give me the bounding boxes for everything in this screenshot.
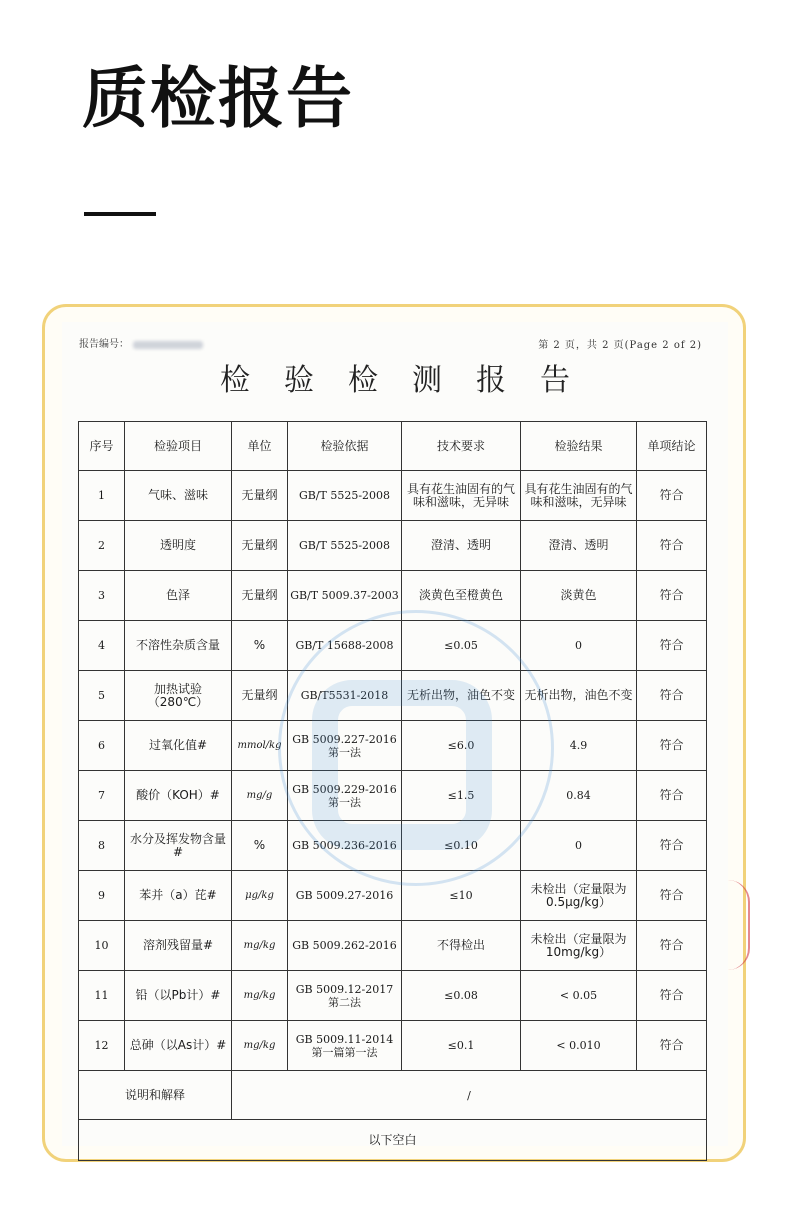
report-number [79, 335, 203, 350]
row-conclusion: 符合 [637, 621, 707, 671]
row-no: 1 [79, 471, 125, 521]
table-row [79, 921, 707, 971]
page-info: 第 2 页，共 2 页(Page 2 of 2) [538, 340, 702, 351]
row-basis: GB 5009.236-2016 [288, 821, 402, 871]
inspection-table [78, 421, 707, 1161]
row-requirement: ≤0.10 [402, 821, 521, 871]
header-conclusion: 单项结论 [637, 422, 707, 471]
header-unit: 单位 [232, 422, 288, 471]
row-result: 0 [521, 821, 637, 871]
row-item: 加热试验（280℃） [125, 671, 232, 721]
row-requirement: ≤10 [402, 871, 521, 921]
row-unit: mmol/kg [232, 721, 288, 771]
row-conclusion: 符合 [637, 721, 707, 771]
row-result: 4.9 [521, 721, 637, 771]
header-result: 检验结果 [521, 422, 637, 471]
table-row [79, 671, 707, 721]
row-no: 7 [79, 771, 125, 821]
row-result: 无析出物，油色不变 [521, 671, 637, 721]
row-unit: % [232, 621, 288, 671]
row-conclusion: 符合 [637, 871, 707, 921]
row-unit: mg/kg [232, 1021, 288, 1071]
row-basis-method: 第二法 [328, 995, 361, 1009]
table-row [79, 471, 707, 521]
row-item: 透明度 [125, 521, 232, 571]
row-conclusion: 符合 [637, 821, 707, 871]
table-row [79, 871, 707, 921]
row-no: 5 [79, 671, 125, 721]
note-value: / [232, 1071, 707, 1120]
row-no: 11 [79, 971, 125, 1021]
table-row [79, 971, 707, 1021]
row-result: 0 [521, 621, 637, 671]
row-result: 未检出（定量限为10mg/kg） [521, 921, 637, 971]
table-row [79, 821, 707, 871]
row-conclusion: 符合 [637, 471, 707, 521]
row-item: 色泽 [125, 571, 232, 621]
row-conclusion: 符合 [637, 671, 707, 721]
row-unit: mg/g [232, 771, 288, 821]
row-basis: GB 5009.227-2016 第一法 [288, 721, 402, 771]
row-item: 溶剂残留量# [125, 921, 232, 971]
report-number-label: 报告编号： [79, 339, 129, 350]
table-row [79, 1021, 707, 1071]
row-result: 未检出（定量限为0.5μg/kg） [521, 871, 637, 921]
row-basis: GB 5009.11-2014 第一篇第一法 [288, 1021, 402, 1071]
row-conclusion: 符合 [637, 771, 707, 821]
row-item: 气味、滋味 [125, 471, 232, 521]
row-requirement: ≤1.5 [402, 771, 521, 821]
row-requirement: ≤0.08 [402, 971, 521, 1021]
row-unit: % [232, 821, 288, 871]
header-basis: 检验依据 [288, 422, 402, 471]
row-basis: GB 5009.229-2016 第一法 [288, 771, 402, 821]
row-item: 酸价（KOH）# [125, 771, 232, 821]
table-row [79, 521, 707, 571]
row-item: 过氧化值# [125, 721, 232, 771]
row-no: 4 [79, 621, 125, 671]
row-requirement: ≤6.0 [402, 721, 521, 771]
row-no: 8 [79, 821, 125, 871]
row-basis-method: 第一法 [328, 745, 361, 759]
row-requirement: ≤0.1 [402, 1021, 521, 1071]
row-result: 淡黄色 [521, 571, 637, 621]
row-no: 12 [79, 1021, 125, 1071]
row-conclusion: 符合 [637, 521, 707, 571]
row-requirement: 具有花生油固有的气味和滋味，无异味 [402, 471, 521, 521]
row-conclusion: 符合 [637, 1021, 707, 1071]
row-basis: GB/T 15688-2008 [288, 621, 402, 671]
header-no: 序号 [79, 422, 125, 471]
table-row [79, 771, 707, 821]
row-result: < 0.010 [521, 1021, 637, 1071]
row-no: 9 [79, 871, 125, 921]
row-result: 0.84 [521, 771, 637, 821]
document-title: 检验检测报告 [220, 363, 604, 398]
row-item: 总砷（以As计）# [125, 1021, 232, 1071]
row-unit: 无量纲 [232, 471, 288, 521]
row-conclusion: 符合 [637, 571, 707, 621]
page-title: 质检报告 [82, 60, 354, 137]
row-result: < 0.05 [521, 971, 637, 1021]
row-requirement: 无析出物，油色不变 [402, 671, 521, 721]
row-unit: 无量纲 [232, 521, 288, 571]
row-basis: GB 5009.262-2016 [288, 921, 402, 971]
row-basis: GB/T 5525-2008 [288, 471, 402, 521]
row-unit: 无量纲 [232, 571, 288, 621]
row-no: 10 [79, 921, 125, 971]
header-item: 检验项目 [125, 422, 232, 471]
row-result: 具有花生油固有的气味和滋味，无异味 [521, 471, 637, 521]
header-requirement: 技术要求 [402, 422, 521, 471]
row-conclusion: 符合 [637, 971, 707, 1021]
row-unit: 无量纲 [232, 671, 288, 721]
row-requirement: 澄清、透明 [402, 521, 521, 571]
title-underline [84, 212, 156, 216]
table-header-row [79, 422, 707, 471]
row-basis: GB 5009.12-2017 第二法 [288, 971, 402, 1021]
row-no: 6 [79, 721, 125, 771]
row-basis: GB 5009.27-2016 [288, 871, 402, 921]
row-basis: GB/T 5525-2008 [288, 521, 402, 571]
row-item: 苯并（a）芘# [125, 871, 232, 921]
row-item: 水分及挥发物含量# [125, 821, 232, 871]
row-unit: μg/kg [232, 871, 288, 921]
row-unit: mg/kg [232, 971, 288, 1021]
row-requirement: 不得检出 [402, 921, 521, 971]
row-basis: GB/T5531-2018 [288, 671, 402, 721]
row-no: 3 [79, 571, 125, 621]
row-item: 不溶性杂质含量 [125, 621, 232, 671]
row-basis: GB/T 5009.37-2003 [288, 571, 402, 621]
row-result: 澄清、透明 [521, 521, 637, 571]
row-unit: mg/kg [232, 921, 288, 971]
blank-row [79, 1120, 707, 1161]
table-row [79, 721, 707, 771]
row-basis-method: 第一法 [328, 795, 361, 809]
row-conclusion: 符合 [637, 921, 707, 971]
note-row [79, 1071, 707, 1120]
table-row [79, 571, 707, 621]
row-no: 2 [79, 521, 125, 571]
row-requirement: ≤0.05 [402, 621, 521, 671]
row-basis-method: 第一篇第一法 [311, 1045, 378, 1059]
row-requirement: 淡黄色至橙黄色 [402, 571, 521, 621]
note-label: 说明和解释 [79, 1071, 232, 1120]
report-number-redacted [133, 341, 203, 349]
blank-text: 以下空白 [79, 1120, 707, 1161]
row-item: 铅（以Pb计）# [125, 971, 232, 1021]
table-row [79, 621, 707, 671]
